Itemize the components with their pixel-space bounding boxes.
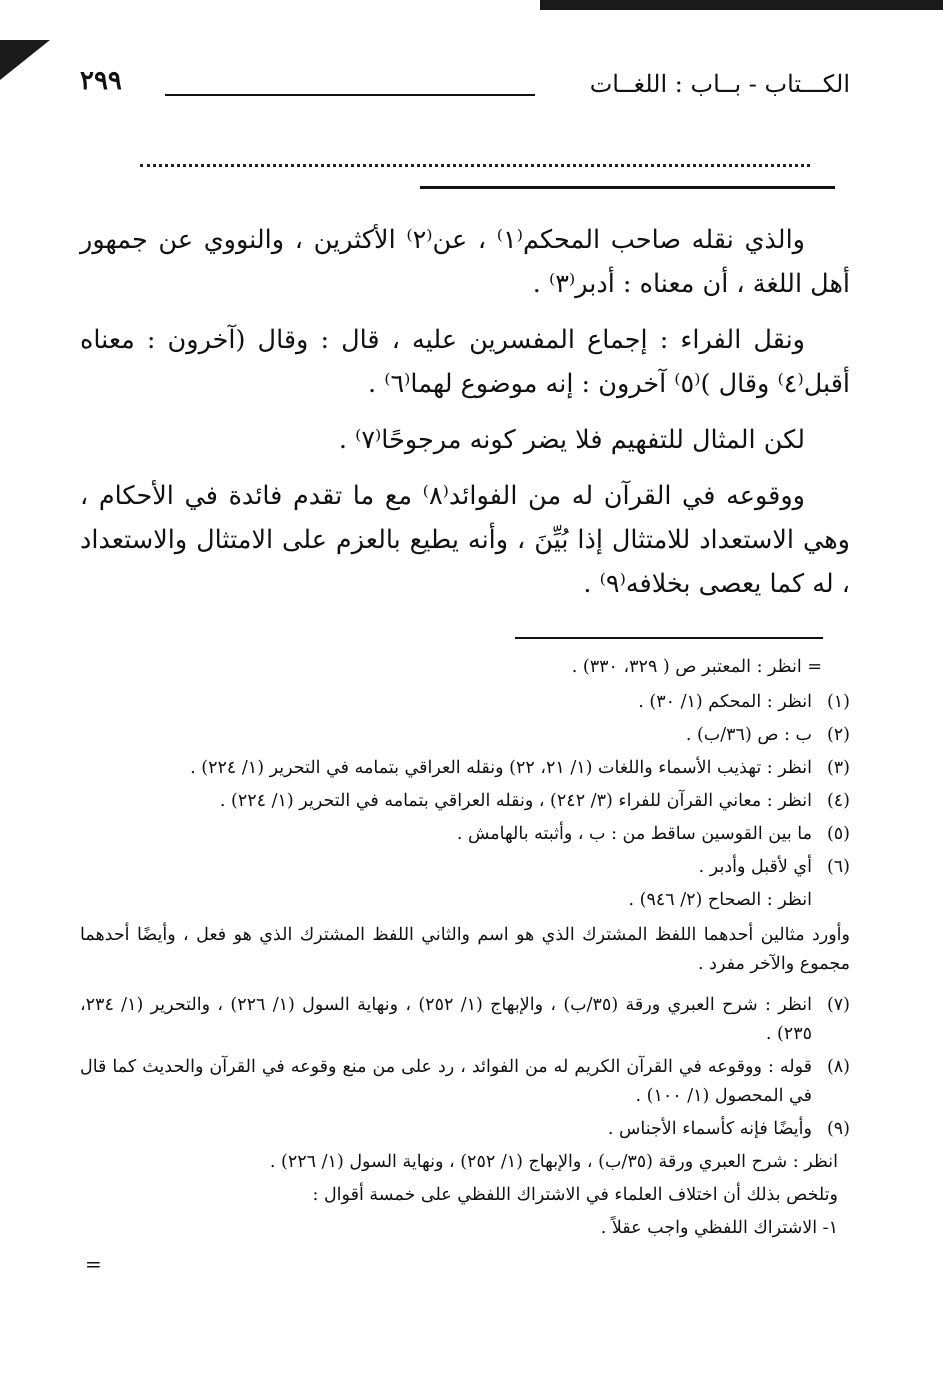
- footnote: [80, 1115, 850, 1144]
- main-text: [80, 218, 850, 618]
- page-number: ٢٩٩: [80, 66, 122, 96]
- footnote-continuation: = انظر : المعتبر ص ( ٣٢٩، ٣٣٠) .: [571, 657, 822, 677]
- footnote-number: (٤): [826, 791, 850, 811]
- page-header: [80, 66, 850, 112]
- footnote-number: (٨): [826, 1057, 850, 1077]
- footnote-subline: انظر : شرح العبري ورقة (٣٥/ب) ، والإبهاج (١/ ٢٥٢) ، ونهاية السول (١/ ٢٢٦) .: [269, 1152, 838, 1172]
- paragraph: ووقوعه في القرآن له من الفوائد⁽٨⁾ مع ما تقدم فائدة في الأحكام ، وهي الاستعداد للامتثال إذا بُيِّنَ ، وأنه يطيع بالعزم على الامتثال والاستعداد ، له كما يعصى بخلافه⁽٩⁾ .: [80, 481, 850, 599]
- footnote-number: (٥): [826, 824, 850, 844]
- footnote: [80, 754, 850, 783]
- footnote: [80, 991, 850, 1049]
- footnote-subline: ١- الاشتراك اللفظي واجب عقلاً .: [600, 1218, 838, 1238]
- footnote-subline: وأورد مثالين أحدهما اللفظ المشترك الذي هو اسم والثاني اللفظ المشترك الذي هو فعل ، وأيضًا أحدهما مجموع والآخر مفرد .: [80, 925, 850, 974]
- dotted-separator: [140, 150, 810, 167]
- footnote-number: (٦): [826, 857, 850, 877]
- footnote: [80, 688, 850, 717]
- header-rule: [165, 94, 535, 96]
- footnote-rule: [515, 637, 823, 639]
- footnote-number: (٣): [826, 758, 850, 778]
- scan-corner-mark: [0, 40, 50, 80]
- footnote-text: ما بين القوسين ساقط من : ب ، وأثبته بالهامش .: [456, 824, 812, 844]
- running-title: الكـــتاب - بــاب : اللغــات: [589, 70, 850, 98]
- footnote-text: انظر : معاني القرآن للفراء (٣/ ٢٤٢) ، ونقله العراقي بتمامه في التحرير (١/ ٢٢٤) .: [219, 791, 812, 811]
- paragraph: لكن المثال للتفهيم فلا يضر كونه مرجوحًا⁽٧⁾ .: [338, 425, 805, 455]
- footnotes: [80, 653, 850, 1247]
- footnote-text: انظر : شرح العبري ورقة (٣٥/ب) ، والإبهاج (١/ ٢٥٢) ، ونهاية السول (١/ ٢٢٦) ، والتحرير (١/ ٢٣٤، ٢٣٥) .: [80, 995, 812, 1044]
- footnote-number: (١): [826, 692, 850, 712]
- scan-edge-bar: [540, 0, 943, 10]
- continuation-mark: =: [85, 1252, 102, 1276]
- footnote-subline: وتلخص بذلك أن اختلاف العلماء في الاشتراك اللفظي على خمسة أقوال :: [312, 1185, 838, 1205]
- footnote: [80, 721, 850, 750]
- footnote-text: قوله : ووقوعه في القرآن الكريم له من الفوائد ، رد على من منع وقوعه في القرآن والحديث كما قال في المحصول (١/ ١٠٠) .: [80, 1057, 812, 1106]
- footnote-text: انظر : المحكم (١/ ٣٠) .: [638, 692, 812, 712]
- paragraph: والذي نقله صاحب المحكم⁽١⁾ ، عن⁽٢⁾ الأكثرين ، والنووي عن جمهور أهل اللغة ، أن معناه : أدبر⁽٣⁾ .: [80, 225, 850, 299]
- footnote: [80, 853, 850, 882]
- paragraph: ونقل الفراء : إجماع المفسرين عليه ، قال : وقال (آخرون : معناه أقبل⁽٤⁾ وقال )⁽٥⁾ آخرون : إنه موضوع لهما⁽٦⁾ .: [80, 325, 850, 399]
- footnote-text: انظر : تهذيب الأسماء واللغات (١/ ٢١، ٢٢) ونقله العراقي بتمامه في التحرير (١/ ٢٢٤) .: [190, 758, 812, 778]
- footnote-number: (٧): [826, 995, 850, 1015]
- section-rule: [420, 186, 835, 189]
- footnote-number: (٩): [826, 1119, 850, 1139]
- footnote-number: (٢): [826, 725, 850, 745]
- footnote: [80, 820, 850, 849]
- footnote-text: وأيضًا فإنه كأسماء الأجناس .: [607, 1119, 812, 1139]
- footnote: [80, 1053, 850, 1111]
- footnote-subline: انظر : الصحاح (٢/ ٩٤٦) .: [628, 890, 812, 910]
- footnote: [80, 787, 850, 816]
- footnote-text: أي لأقبل وأدبر .: [698, 857, 812, 877]
- footnote-text: ب : ص (٣٦/ب) .: [685, 725, 812, 745]
